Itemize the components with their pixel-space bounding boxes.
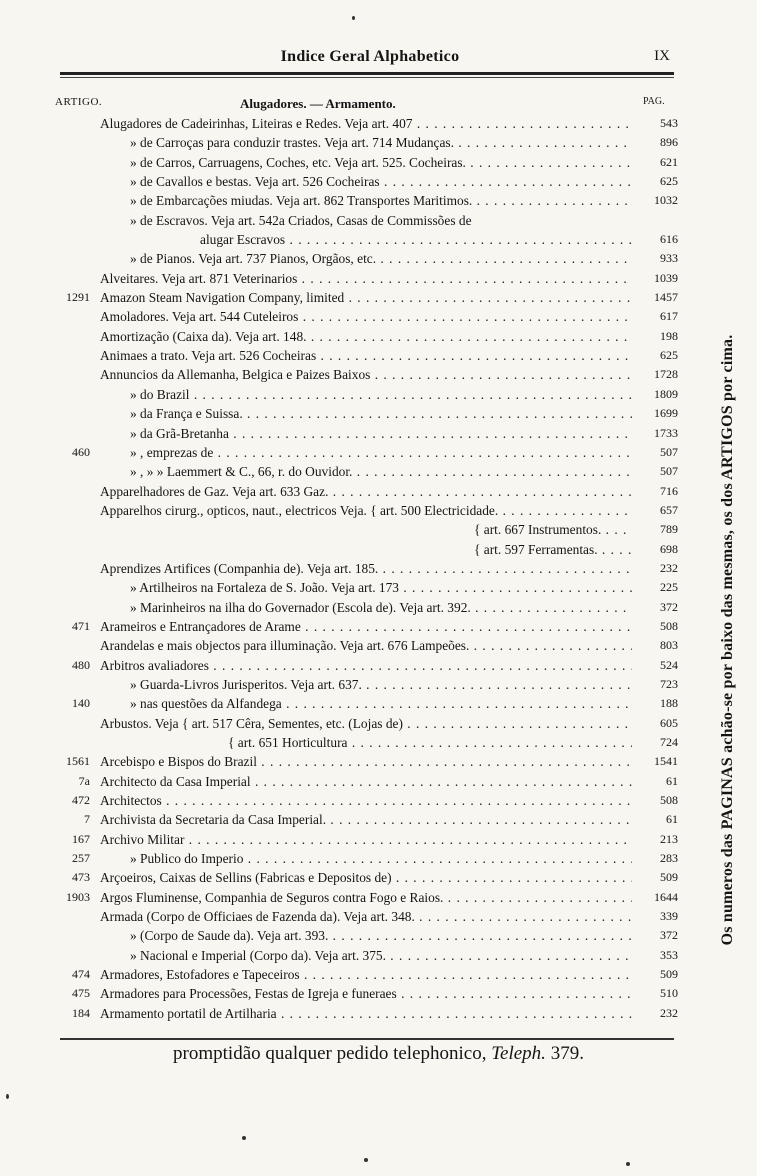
- entry-text: Apparelhadores de Gaz. Veja art. 633 Gaz. . . .: [100, 482, 632, 501]
- index-entry: [0, 675, 757, 694]
- entry-article-number: 1903: [66, 889, 90, 904]
- header-rule-thin: [60, 77, 674, 78]
- index-entry: [0, 772, 757, 791]
- print-speck: [626, 1162, 630, 1166]
- index-entry: [0, 733, 757, 752]
- entry-text: » Artilheiros na Fortaleza de S. João. Veja art. 173 . . .: [130, 578, 632, 597]
- entry-article-number: 140: [72, 696, 90, 711]
- page-number: IX: [654, 48, 670, 64]
- index-entry: [0, 133, 757, 152]
- entry-article-number: 472: [72, 793, 90, 808]
- entry-page-number: 61: [666, 773, 678, 788]
- entry-page-number: 1733: [654, 425, 678, 440]
- entry-text: » de Pianos. Veja art. 737 Pianos, Orgãos, etc. . . .: [130, 249, 632, 268]
- entry-page-number: 508: [660, 793, 678, 808]
- entry-text: alugar Escravos . . .: [200, 230, 632, 249]
- footer-tel-label: Teleph.: [491, 1043, 546, 1064]
- index-entry: [0, 694, 757, 713]
- entry-page-number: 225: [660, 580, 678, 595]
- entry-text: Armada (Corpo de Officiaes de Fazenda da). Veja art. 348. . . .: [100, 907, 632, 926]
- entry-text: » de Carroças para conduzir trastes. Veja art. 714 Mudanças. . . .: [130, 133, 632, 152]
- entry-text: » Publico do Imperio . . .: [130, 849, 632, 868]
- index-entry: [0, 153, 757, 172]
- index-entry: [0, 714, 757, 733]
- entry-page-number: 1728: [654, 367, 678, 382]
- index-entry: [0, 636, 757, 655]
- entry-page-number: 625: [660, 348, 678, 363]
- entry-text: » de Cavallos e bestas. Veja art. 526 Cocheiras . . .: [130, 172, 632, 191]
- index-entry: [0, 404, 757, 423]
- index-entry: [0, 752, 757, 771]
- page-header: [60, 48, 680, 74]
- index-entry: [0, 656, 757, 675]
- entry-text: » de Embarcações miudas. Veja art. 862 Transportes Maritimos. . . .: [130, 191, 632, 210]
- index-entry: [0, 559, 757, 578]
- print-speck: [352, 16, 355, 20]
- entry-text: Alugadores de Cadeirinhas, Liteiras e Redes. Veja art. 407 . . .: [100, 114, 632, 133]
- entry-text: » Marinheiros na ilha do Governador (Escola de). Veja art. 392. . . .: [130, 598, 632, 617]
- entry-text: » de Escravos. Veja art. 542a Criados, Casas de Commissões de: [130, 212, 472, 228]
- entry-page-number: 621: [660, 154, 678, 169]
- entry-page-number: 723: [660, 676, 678, 691]
- entry-text: » nas questões da Alfandega . . .: [130, 694, 632, 713]
- entry-page-number: 372: [660, 928, 678, 943]
- footer-text: promptidão qualquer pedido telephonico,: [173, 1043, 487, 1064]
- entry-text: Archivista da Secretaria da Casa Imperial. . . .: [100, 810, 632, 829]
- entry-page-number: 232: [660, 1005, 678, 1020]
- article-column-header: ARTIGO.: [55, 96, 103, 108]
- entry-text: Apparelhos cirurg., opticos, naut., electricos Veja. { art. 500 Electricidade. . . .: [100, 501, 632, 520]
- index-entry: [0, 791, 757, 810]
- entry-article-number: 1561: [66, 754, 90, 769]
- entry-page-number: 188: [660, 696, 678, 711]
- index-entry: [0, 810, 757, 829]
- index-entries: [0, 114, 757, 1023]
- entry-page-number: 372: [660, 599, 678, 614]
- page-title: Indice Geral Alphabetico: [280, 48, 460, 65]
- print-speck: [364, 1158, 368, 1162]
- index-entry: [0, 598, 757, 617]
- entry-article-number: 7a: [78, 773, 90, 788]
- entry-article-number: 7: [84, 812, 90, 827]
- index-entry: [0, 830, 757, 849]
- entry-article-number: 184: [72, 1005, 90, 1020]
- entry-text: { art. 597 Ferramentas. . . .: [474, 540, 632, 559]
- index-entry: [0, 617, 757, 636]
- index-entry: [0, 307, 757, 326]
- entry-page-number: 1644: [654, 889, 678, 904]
- entry-text: Aprendizes Artifices (Companhia de). Veja art. 185. . . .: [100, 559, 632, 578]
- entry-text: Architectos . . .: [100, 791, 632, 810]
- entry-text: Amoladores. Veja art. 544 Cuteleiros . . .: [100, 307, 632, 326]
- index-entry: [0, 424, 757, 443]
- entry-page-number: 617: [660, 309, 678, 324]
- index-entry: [0, 501, 757, 520]
- index-entry: [0, 482, 757, 501]
- footer-line: [0, 1043, 757, 1065]
- entry-page-number: 507: [660, 444, 678, 459]
- entry-text: » Guarda-Livros Jurisperitos. Veja art. 637. . . .: [130, 675, 632, 694]
- index-entry: [0, 172, 757, 191]
- entry-page-number: 543: [660, 116, 678, 130]
- entry-article-number: 257: [72, 851, 90, 866]
- index-entry: [0, 346, 757, 365]
- entry-page-number: 896: [660, 135, 678, 150]
- entry-page-number: 933: [660, 251, 678, 266]
- index-entry: [0, 578, 757, 597]
- entry-page-number: 803: [660, 638, 678, 653]
- entry-page-number: 716: [660, 483, 678, 498]
- index-entry: [0, 249, 757, 268]
- index-entry: [0, 849, 757, 868]
- entry-page-number: 724: [660, 735, 678, 749]
- index-entry: [0, 327, 757, 346]
- entry-text: Argos Fluminense, Companhia de Seguros contra Fogo e Raios. . . .: [100, 888, 632, 907]
- entry-text: Animaes a trato. Veja art. 526 Cocheiras . . .: [100, 346, 632, 365]
- page-column-header: PAG.: [643, 96, 665, 107]
- index-entry: [0, 269, 757, 288]
- entry-text: » de Carros, Carruagens, Coches, etc. Veja art. 525. Cocheiras. . . .: [130, 153, 632, 172]
- entry-page-number: 213: [660, 831, 678, 846]
- entry-page-number: 232: [660, 560, 678, 575]
- entry-page-number: 509: [660, 870, 678, 885]
- index-entry: [0, 888, 757, 907]
- entry-article-number: 480: [72, 657, 90, 672]
- index-entry: [0, 1004, 757, 1023]
- section-title: Alugadores. — Armamento.: [240, 96, 396, 111]
- entry-text: { art. 667 Instrumentos. . . .: [474, 520, 632, 539]
- entry-page-number: 508: [660, 618, 678, 633]
- index-entry: [0, 868, 757, 887]
- entry-page-number: 510: [660, 986, 678, 1001]
- entry-text: » (Corpo de Saude da). Veja art. 393. . . .: [130, 926, 632, 945]
- entry-article-number: 475: [72, 986, 90, 1001]
- print-speck: [6, 1094, 9, 1099]
- index-entry: [0, 946, 757, 965]
- entry-text: Archivo Militar . . .: [100, 830, 632, 849]
- index-entry: [0, 984, 757, 1003]
- entry-page-number: 1039: [654, 270, 678, 285]
- index-entry: [0, 965, 757, 984]
- entry-text: » Nacional e Imperial (Corpo da). Veja art. 375. . . .: [130, 946, 632, 965]
- index-entry: [0, 907, 757, 926]
- entry-text: Arcebispo e Bispos do Brazil . . .: [100, 752, 632, 771]
- entry-page-number: 616: [660, 232, 678, 247]
- entry-article-number: 460: [72, 444, 90, 459]
- entry-text: Annuncios da Allemanha, Belgica e Paizes Baixos . . .: [100, 365, 632, 384]
- entry-page-number: 507: [660, 464, 678, 479]
- entry-text: » , emprezas de . . .: [130, 443, 632, 462]
- entry-page-number: 1809: [654, 386, 678, 401]
- entry-page-number: 283: [660, 851, 678, 866]
- entry-text: Armamento portatil de Artilharia . . .: [100, 1004, 632, 1023]
- entry-page-number: 339: [660, 909, 678, 924]
- index-entry: [0, 540, 757, 559]
- index-entry: [0, 191, 757, 210]
- entry-article-number: 1291: [66, 290, 90, 305]
- entry-text: Architecto da Casa Imperial . . .: [100, 772, 632, 791]
- index-entry: [0, 443, 757, 462]
- entry-article-number: 167: [72, 831, 90, 846]
- entry-page-number: 698: [660, 541, 678, 556]
- entry-text: { art. 651 Horticultura . . .: [228, 733, 632, 752]
- entry-text: Amortização (Caixa da). Veja art. 148. . . .: [100, 327, 632, 346]
- entry-text: Arameiros e Entrançadores de Arame . . .: [100, 617, 632, 636]
- index-entry: [0, 520, 757, 539]
- index-entry: [0, 462, 757, 481]
- index-entry: [0, 385, 757, 404]
- entry-text: Amazon Steam Navigation Company, limited . . .: [100, 288, 632, 307]
- index-entry: [0, 230, 757, 249]
- entry-page-number: 1541: [654, 754, 678, 769]
- entry-page-number: 509: [660, 967, 678, 982]
- entry-article-number: 471: [72, 618, 90, 633]
- entry-text: » do Brazil . . .: [130, 385, 632, 404]
- index-entry: [0, 211, 757, 230]
- entry-text: Arbustos. Veja { art. 517 Cêra, Sementes, etc. (Lojas de) . . .: [100, 714, 632, 733]
- entry-article-number: 474: [72, 967, 90, 982]
- entry-page-number: 1699: [654, 406, 678, 421]
- entry-page-number: 1457: [654, 290, 678, 305]
- entry-text: Armadores para Processões, Festas de Igreja e funeraes . . .: [100, 984, 632, 1003]
- entry-page-number: 1032: [654, 193, 678, 208]
- index-entry: [0, 926, 757, 945]
- side-note-text: Os numeros das PAGINAS achão-se por baixo das mesmas, os dos ARTIGOS por cima.: [719, 334, 736, 946]
- entry-text: » da França e Suissa. . . .: [130, 404, 632, 423]
- entry-page-number: 789: [660, 522, 678, 537]
- print-speck: [242, 1136, 246, 1140]
- entry-page-number: 198: [660, 328, 678, 343]
- index-entry: [0, 365, 757, 384]
- entry-page-number: 353: [660, 947, 678, 962]
- index-entry: [0, 114, 757, 133]
- entry-text: Armadores, Estofadores e Tapeceiros . . .: [100, 965, 632, 984]
- entry-text: » , » » Laemmert & C., 66, r. do Ouvidor. . . .: [130, 462, 632, 481]
- entry-page-number: 657: [660, 502, 678, 517]
- footer-tel-number: 379.: [550, 1043, 584, 1064]
- entry-page-number: 61: [666, 812, 678, 827]
- entry-text: » da Grã-Bretanha . . .: [130, 424, 632, 443]
- entry-article-number: 473: [72, 870, 90, 885]
- entry-page-number: 605: [660, 715, 678, 730]
- entry-text: Arbitros avaliadores . . .: [100, 656, 632, 675]
- entry-page-number: 524: [660, 657, 678, 672]
- entry-text: Alveitares. Veja art. 871 Veterinarios . . .: [100, 269, 632, 288]
- index-entry: [0, 288, 757, 307]
- footer-rule: [60, 1038, 674, 1040]
- entry-page-number: 625: [660, 174, 678, 189]
- entry-text: Arandelas e mais objectos para illuminação. Veja art. 676 Lampeões. . . .: [100, 636, 632, 655]
- entry-text: Arçoeiros, Caixas de Sellins (Fabricas e Depositos de) . . .: [100, 868, 632, 887]
- header-rule-thick: [60, 72, 674, 75]
